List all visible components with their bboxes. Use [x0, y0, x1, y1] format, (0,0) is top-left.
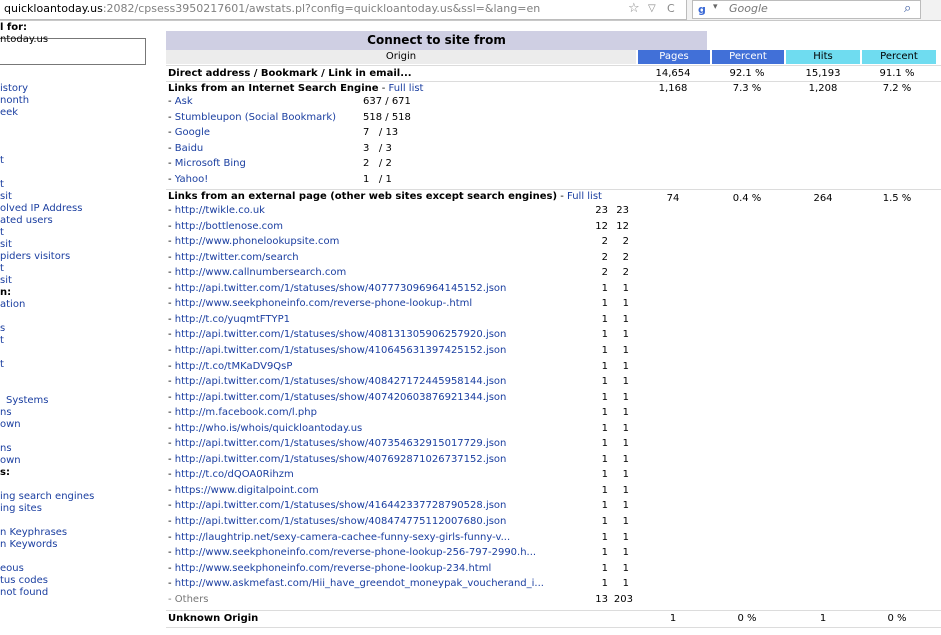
external-page-pages: 23 — [595, 205, 608, 216]
external-page-pages: 1 — [601, 344, 608, 356]
hits-header: Hits — [786, 50, 860, 64]
external-pages-percent: 0.4 % — [732, 193, 762, 204]
external-page-item — [168, 329, 506, 341]
left-menu-item[interactable]: ns — [0, 407, 12, 418]
external-page-item — [168, 438, 506, 450]
direct-pages-percent: 92.1 % — [729, 68, 765, 79]
search-hits-percent: 7.2 % — [882, 83, 912, 94]
external-page-item — [168, 578, 544, 590]
external-page-hits: 1 — [622, 391, 629, 403]
external-page-link[interactable]: http://api.twitter.com/1/statuses/show/407773096964145152.json — [174, 282, 507, 294]
external-page-item — [168, 314, 290, 326]
row-divider — [166, 610, 941, 611]
external-page-full-list-link[interactable]: Full list — [567, 191, 602, 202]
search-engine-item — [168, 174, 208, 186]
external-page-row: Links from an external page (other web sites except search engines) - Full list — [168, 191, 602, 202]
external-page-link[interactable]: http://api.twitter.com/1/statuses/show/407692871026737152.json — [174, 453, 507, 465]
external-page-link[interactable]: http://www.phonelookupsite.com — [174, 236, 340, 248]
left-menu-item: l for: — [0, 22, 28, 33]
left-menu-item: s: — [0, 467, 10, 478]
search-box[interactable] — [692, 0, 921, 19]
left-menu-item[interactable]: t — [0, 227, 4, 238]
direct-label: Direct address / Bookmark / Link in email... — [168, 68, 412, 79]
external-page-item — [168, 376, 506, 388]
external-page-item — [168, 221, 283, 233]
left-menu-item[interactable]: sit — [0, 275, 12, 286]
external-page-pages: 1 — [601, 516, 608, 527]
external-page-link[interactable]: http://api.twitter.com/1/statuses/show/408427172445958144.json — [174, 376, 507, 388]
left-menu-item: n: — [0, 287, 12, 298]
external-page-item — [168, 500, 506, 512]
external-page-item — [168, 454, 506, 466]
external-page-hits: 1 — [622, 578, 629, 590]
bookmark-star-icon[interactable]: ☆ — [628, 1, 640, 16]
external-others-row — [168, 594, 208, 606]
external-page-item — [168, 298, 472, 310]
origin-header: Origin — [166, 50, 636, 64]
external-page-item — [168, 563, 491, 575]
external-page-link[interactable]: http://laughtrip.net/sexy-camera-cachee-funny-sexy-girls-funny-v... — [174, 531, 511, 543]
search-engine-item — [168, 143, 203, 155]
external-page-link[interactable]: http://www.askmefast.com/Hii_have_greendot_moneypak_voucherand_i... — [174, 578, 544, 590]
external-page-link[interactable]: http://www.seekphoneinfo.com/reverse-phone-lookup-.html — [174, 298, 473, 310]
left-menu-item[interactable]: eous — [0, 563, 24, 574]
list-dash: - — [168, 298, 175, 310]
search-engine-counts: 1 / 1 — [363, 173, 392, 185]
left-menu-item[interactable]: sit — [0, 239, 12, 250]
external-page-label: Links from an external page (other web sites except search engines) — [168, 191, 558, 202]
unknown-hits: 1 — [819, 613, 827, 624]
external-hits: 264 — [813, 193, 833, 204]
left-menu-item[interactable]: t — [0, 263, 4, 274]
external-page-link[interactable]: http://api.twitter.com/1/statuses/show/408131305906257920.json — [174, 329, 507, 341]
external-page-hits: 23 — [616, 205, 629, 216]
external-page-link[interactable]: http://twikle.co.uk — [174, 205, 265, 216]
list-dash: - — [168, 391, 175, 403]
external-page-pages: 1 — [601, 469, 608, 481]
list-dash: - — [168, 127, 175, 138]
external-page-hits: 12 — [616, 220, 629, 232]
external-page-link[interactable]: http://api.twitter.com/1/statuses/show/407420603876921344.json — [174, 391, 507, 403]
list-dash: - — [168, 376, 175, 388]
search-engine-item — [168, 127, 210, 139]
row-divider — [166, 65, 941, 66]
left-menu-item[interactable]: Systems — [6, 395, 49, 406]
list-dash: - — [168, 547, 175, 559]
external-page-pages: 12 — [595, 220, 608, 232]
external-page-item — [168, 547, 536, 559]
external-page-pages: 1 — [601, 313, 608, 325]
search-engine-name[interactable]: Stumbleupon (Social Bookmark) — [174, 111, 337, 123]
external-page-hits: 1 — [622, 313, 629, 325]
external-page-item — [168, 205, 265, 217]
external-page-pages: 1 — [601, 500, 608, 512]
external-page-pages: 1 — [601, 484, 608, 496]
list-dash: - — [168, 578, 175, 590]
external-page-link[interactable]: http://who.is/whois/quickloantoday.us — [174, 422, 363, 434]
external-page-item — [168, 469, 294, 481]
direct-hits-percent: 91.1 % — [879, 68, 915, 79]
pages-header: Pages — [638, 50, 710, 64]
external-page-item — [168, 516, 506, 528]
external-page-link[interactable]: http://t.co/tMKaDV9QsP — [174, 360, 293, 372]
left-menu-item[interactable]: t — [0, 359, 4, 370]
external-page-link[interactable]: http://api.twitter.com/1/statuses/show/416442337728790528.json — [174, 500, 507, 512]
external-page-pages: 1 — [601, 453, 608, 465]
list-dash: - — [168, 360, 175, 372]
row-divider — [166, 81, 941, 82]
search-engine-name[interactable]: Baidu — [174, 142, 204, 154]
external-page-link[interactable]: http://m.facebook.com/l.php — [174, 407, 317, 419]
external-page-link[interactable]: http://www.seekphoneinfo.com/reverse-phone-lookup-234.html — [174, 562, 492, 574]
search-pages: 1,168 — [658, 83, 688, 94]
list-dash: - — [168, 562, 175, 574]
external-page-pages: 1 — [601, 298, 608, 310]
external-page-pages: 1 — [601, 422, 608, 434]
list-dash: - — [168, 422, 175, 434]
external-others-pages: 13 — [595, 593, 608, 605]
left-menu-item[interactable]: ns — [0, 443, 12, 454]
external-page-pages: 1 — [601, 360, 608, 372]
list-dash: - — [168, 438, 175, 450]
search-engine-counts: 2 / 2 — [363, 158, 392, 169]
external-page-hits: 1 — [622, 438, 629, 450]
search-engine-name[interactable]: Microsoft Bing — [174, 158, 246, 169]
list-dash: - — [168, 251, 175, 263]
left-menu-item[interactable]: ated users — [0, 215, 53, 226]
list-dash: - — [168, 484, 175, 496]
external-page-hits: 1 — [622, 531, 629, 543]
external-page-link[interactable]: http://bottlenose.com — [174, 220, 284, 232]
left-menu-item[interactable]: t — [0, 335, 4, 346]
external-page-hits: 1 — [622, 360, 629, 372]
left-menu-item[interactable]: tus codes — [0, 575, 48, 586]
list-dash: - — [168, 173, 175, 185]
external-page-pages: 1 — [601, 438, 608, 450]
list-dash: - — [168, 329, 175, 341]
external-page-item — [168, 407, 317, 419]
list-dash: - — [168, 500, 175, 512]
list-dash: - — [168, 344, 175, 356]
list-dash: - — [168, 407, 175, 419]
left-menu-item[interactable]: n Keywords — [0, 539, 58, 550]
left-menu-item[interactable]: olved IP Address — [0, 203, 83, 214]
history-dropdown-icon[interactable]: ▽ — [648, 3, 656, 14]
external-page-hits: 1 — [622, 500, 629, 512]
search-pages-percent: 7.3 % — [732, 83, 762, 94]
search-engine-counts: 518 / 518 — [363, 111, 411, 123]
reload-icon[interactable]: C — [667, 2, 675, 15]
left-menu-item: ntoday.us — [0, 34, 49, 45]
external-page-item — [168, 345, 506, 357]
unknown-origin-label: Unknown Origin — [168, 613, 259, 624]
left-menu-item[interactable]: istory — [0, 83, 29, 94]
search-engine-name[interactable]: Yahoo! — [174, 173, 209, 185]
external-page-hits: 1 — [622, 298, 629, 310]
search-engine-name[interactable]: Ask — [174, 96, 193, 107]
external-page-hits: 1 — [622, 344, 629, 356]
direct-pages: 14,654 — [655, 68, 691, 79]
search-icon[interactable]: ⌕ — [904, 1, 912, 16]
external-page-item — [168, 283, 506, 295]
external-page-link[interactable]: http://t.co/dQOA0Rihzm — [174, 469, 294, 481]
list-dash: - — [168, 96, 175, 107]
external-page-hits: 2 — [622, 236, 629, 248]
external-page-item — [168, 423, 362, 435]
list-dash: - — [168, 111, 175, 123]
external-page-item — [168, 532, 510, 544]
left-menu-item[interactable]: sit — [0, 191, 12, 202]
browser-toolbar — [0, 0, 941, 21]
external-page-hits: 1 — [622, 407, 629, 419]
external-page-item — [168, 485, 319, 497]
external-page-link[interactable]: http://twitter.com/search — [174, 251, 299, 263]
external-page-hits: 1 — [622, 469, 629, 481]
left-menu-item[interactable]: nonth — [0, 95, 30, 106]
left-menu-item[interactable]: piders visitors — [0, 251, 71, 262]
url-host: quickloantoday.us — [4, 2, 103, 15]
external-page-pages: 1 — [601, 547, 608, 559]
external-page-hits: 1 — [622, 422, 629, 434]
hits-percent-header: Percent — [862, 50, 936, 64]
external-page-pages: 2 — [601, 267, 608, 279]
external-page-hits: 1 — [622, 562, 629, 574]
left-menu-item[interactable]: n Keyphrases — [0, 527, 68, 538]
external-page-hits: 1 — [622, 547, 629, 559]
search-engine-name[interactable]: Google — [174, 127, 211, 138]
list-dash: - — [168, 531, 175, 543]
search-engine-counts: 7 / 13 — [363, 127, 399, 138]
external-page-item — [168, 392, 506, 404]
external-page-item — [168, 252, 299, 264]
search-engine-item — [168, 112, 336, 124]
left-menu-item[interactable]: ing search engines — [0, 491, 95, 502]
search-engine-counts: 3 / 3 — [363, 142, 392, 154]
external-page-hits: 1 — [622, 376, 629, 388]
external-page-pages: 1 — [601, 376, 608, 388]
external-page-hits: 1 — [622, 329, 629, 341]
external-page-hits: 2 — [622, 251, 629, 263]
external-page-link[interactable]: https://www.digitalpoint.com — [174, 484, 319, 496]
external-page-link[interactable]: http://api.twitter.com/1/statuses/show/407354632915017729.json — [174, 438, 507, 450]
left-menu-item[interactable]: own — [0, 455, 21, 466]
left-menu-item[interactable]: ing sites — [0, 503, 42, 514]
external-page-link[interactable]: http://api.twitter.com/1/statuses/show/410645631397425152.json — [174, 344, 507, 356]
direct-hits: 15,193 — [805, 68, 841, 79]
pages-percent-header: Percent — [712, 50, 784, 64]
external-page-hits: 1 — [622, 282, 629, 294]
list-dash: - — [168, 158, 175, 169]
external-page-link[interactable]: http://t.co/yuqmtFTYP1 — [174, 313, 290, 325]
url-path: :2082/cpsess3950217601/awstats.pl?config=quickloantoday.us&ssl=&lang=en — [102, 2, 541, 15]
left-menu — [0, 20, 160, 635]
list-dash: - — [168, 142, 175, 154]
left-menu-item[interactable]: own — [0, 419, 21, 430]
unknown-pages-percent: 0 % — [737, 613, 757, 624]
search-engine-counts: 637 / 671 — [363, 96, 411, 107]
external-page-pages: 1 — [601, 391, 608, 403]
external-hits-percent: 1.5 % — [882, 193, 912, 204]
address-bar[interactable] — [0, 0, 687, 20]
external-page-pages: 1 — [601, 282, 608, 294]
external-page-item — [168, 361, 292, 373]
left-menu-item[interactable]: eek — [0, 107, 19, 118]
row-divider — [166, 189, 941, 190]
external-page-link[interactable]: http://www.seekphoneinfo.com/reverse-phone-lookup-256-797-2990.h... — [174, 547, 537, 559]
search-placeholder: Google — [729, 2, 768, 15]
external-page-link[interactable]: http://www.callnumbersearch.com — [174, 267, 347, 279]
search-engine-item — [168, 96, 193, 108]
search-engine-label: Links from an Internet Search Engine — [168, 83, 379, 94]
list-dash: - — [168, 220, 175, 232]
search-engine-item — [168, 158, 246, 170]
row-divider — [166, 627, 941, 628]
list-dash: - — [168, 282, 175, 294]
search-hits: 1,208 — [808, 83, 838, 94]
list-dash: - — [168, 593, 175, 605]
external-page-hits: 2 — [622, 267, 629, 279]
list-dash: - — [168, 205, 175, 216]
external-page-pages: 1 — [601, 329, 608, 341]
left-menu-item[interactable]: t — [0, 155, 4, 166]
external-page-pages: 1 — [601, 531, 608, 543]
external-others-hits: 203 — [613, 593, 633, 605]
external-page-item — [168, 236, 339, 248]
left-menu-item[interactable]: t — [0, 179, 4, 190]
list-dash: - — [168, 453, 175, 465]
unknown-pages: 1 — [669, 613, 677, 624]
list-dash: - — [168, 516, 175, 527]
external-pages: 74 — [666, 193, 680, 204]
list-dash: - — [168, 469, 175, 481]
external-page-hits: 1 — [622, 516, 629, 527]
list-dash: - — [168, 313, 175, 325]
external-others-label: Others — [174, 593, 209, 605]
external-page-hits: 1 — [622, 484, 629, 496]
google-icon[interactable]: g — [698, 3, 706, 16]
external-page-pages: 1 — [601, 562, 608, 574]
external-page-link[interactable]: http://api.twitter.com/1/statuses/show/408474775112007680.json — [174, 516, 507, 527]
external-page-hits: 1 — [622, 453, 629, 465]
unknown-hits-percent: 0 % — [887, 613, 907, 624]
search-engine-dropdown-icon[interactable]: ▾ — [713, 2, 718, 12]
list-dash: - — [168, 236, 175, 248]
external-page-pages: 2 — [601, 236, 608, 248]
search-engine-row: Links from an Internet Search Engine - Full list — [168, 83, 424, 94]
external-page-item — [168, 267, 346, 279]
left-menu-item[interactable]: ation — [0, 299, 26, 310]
search-engine-full-list-link[interactable]: Full list — [388, 83, 424, 94]
external-page-pages: 2 — [601, 251, 608, 263]
left-menu-item[interactable]: s — [0, 323, 6, 334]
list-dash: - — [168, 267, 175, 279]
table-title: Connect to site from — [166, 31, 707, 50]
external-page-pages: 1 — [601, 407, 608, 419]
left-menu-item[interactable]: not found — [0, 587, 49, 598]
external-page-pages: 1 — [601, 578, 608, 590]
